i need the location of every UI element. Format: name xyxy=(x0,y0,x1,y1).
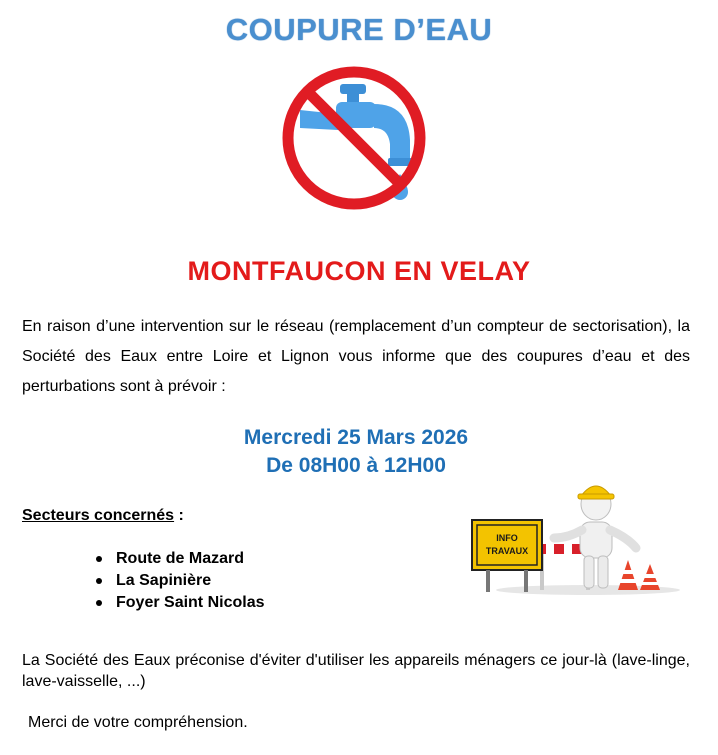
thanks-text: Merci de votre compréhension. xyxy=(28,714,248,731)
schedule-time: De 08H00 à 12H00 xyxy=(266,454,446,477)
construction-worker-sign-icon xyxy=(468,478,682,596)
intro-paragraph: En raison d’une intervention sur le réseau (remplacement d’un compteur de sectorisation), la Société des Eaux entre Loire et Lignon vous informe que des coupures d’eau et des perturbations sont à prévoir : xyxy=(22,318,690,395)
schedule-block xyxy=(0,424,712,480)
advice-paragraph: La Société des Eaux préconise d'éviter d'utiliser les appareils ménagers ce jour-là (lave-linge, lave-vaisselle, ...) xyxy=(22,652,690,690)
sectors-heading-colon: : xyxy=(174,507,184,524)
page-title: COUPURE D’EAU xyxy=(225,12,493,47)
schedule-date: Mercredi 25 Mars 2026 xyxy=(243,426,469,449)
sectors-heading xyxy=(22,507,184,525)
sectors-heading-label: Secteurs concernés xyxy=(22,507,175,524)
sector-list xyxy=(94,548,265,614)
list-item: Foyer Saint Nicolas xyxy=(94,592,265,614)
list-item: La Sapinière xyxy=(94,570,265,592)
sign-line-2: TRAVAUX xyxy=(485,546,529,556)
list-item: Route de Mazard xyxy=(94,548,265,570)
sign-line-1: INFO xyxy=(496,533,518,543)
town-title: MONTFAUCON EN VELAY xyxy=(187,256,531,286)
no-water-tap-icon xyxy=(278,58,440,216)
